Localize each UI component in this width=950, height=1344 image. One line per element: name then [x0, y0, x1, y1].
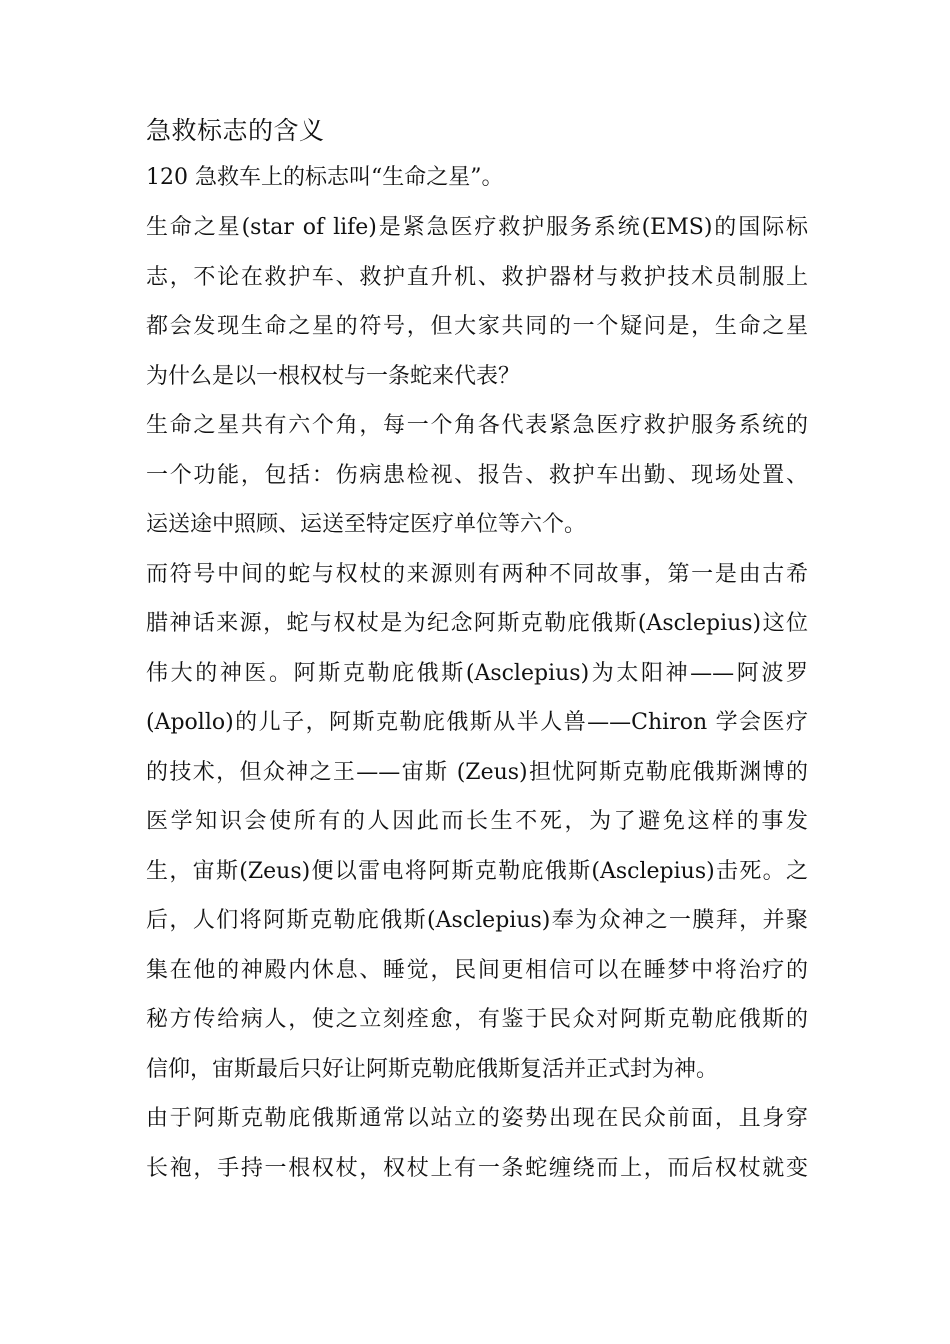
paragraph-line: 的技术，但众神之王——宙斯 (Zeus)担忧阿斯克勒庇俄斯渊博的 — [146, 759, 808, 785]
document-body — [146, 109, 808, 1193]
paragraph-line: 集在他的神殿内休息、睡觉，民间更相信可以在睡梦中将治疗的 — [146, 957, 808, 983]
paragraph — [146, 401, 808, 550]
page-title: 急救标志的含义 — [146, 116, 325, 145]
paragraph-line: 一个功能，包括：伤病患检视、报告、救护车出勤、现场处置、 — [146, 462, 808, 488]
paragraph-line: 生命之星共有六个角，每一个角各代表紧急医疗救护服务系统的 — [146, 413, 808, 438]
paragraph-line: 为什么是以一根权杖与一条蛇来代表？ — [146, 363, 521, 389]
paragraph-line: 生命之星(star of life)是紧急医疗救护服务系统(EMS)的国际标 — [146, 215, 808, 240]
intro-line: 120 急救车上的标志叫“生命之星”。 — [146, 165, 504, 190]
paragraph — [146, 550, 808, 1095]
paragraph-line: 由于阿斯克勒庇俄斯通常以站立的姿势出现在民众前面，且身穿 — [146, 1106, 808, 1131]
paragraph-line: 信仰，宙斯最后只好让阿斯克勒庇俄斯复活并正式封为神。 — [146, 1056, 719, 1082]
paragraph-line: 生，宙斯(Zeus)便以雷电将阿斯克勒庇俄斯(Asclepius)击死。之 — [146, 858, 808, 884]
paragraph-line: 都会发现生命之星的符号，但大家共同的一个疑问是，生命之星 — [146, 314, 808, 339]
paragraph-list — [146, 203, 808, 1193]
paragraph-line: 而符号中间的蛇与权杖的来源则有两种不同故事，第一是由古希 — [146, 561, 808, 587]
paragraph-line: 伟大的神医。阿斯克勒庇俄斯(Asclepius)为太阳神——阿波罗 — [146, 660, 808, 686]
paragraph-line: 医学知识会使所有的人因此而长生不死，为了避免这样的事发 — [146, 809, 808, 834]
paragraph-line: (Apollo)的儿子，阿斯克勒庇俄斯从半人兽——Chiron 学会医疗 — [146, 710, 808, 735]
paragraph-line: 秘方传给病人，使之立刻痊愈，有鉴于民众对阿斯克勒庇俄斯的 — [146, 1007, 808, 1032]
paragraph-line: 腊神话来源，蛇与权杖是为纪念阿斯克勒庇俄斯(Asclepius)这位 — [146, 611, 808, 636]
paragraph-line: 后，人们将阿斯克勒庇俄斯(Asclepius)奉为众神之一膜拜，并聚 — [146, 908, 808, 933]
paragraph-line: 运送途中照顾、运送至特定医疗单位等六个。 — [146, 512, 587, 537]
paragraph — [146, 1094, 808, 1193]
paragraph — [146, 203, 808, 401]
paragraph-line: 志，不论在救护车、救护直升机、救护器材与救护技术员制服上 — [146, 264, 808, 290]
paragraph-line: 长袍，手持一根权杖，权杖上有一条蛇缠绕而上，而后权杖就变 — [146, 1155, 808, 1181]
